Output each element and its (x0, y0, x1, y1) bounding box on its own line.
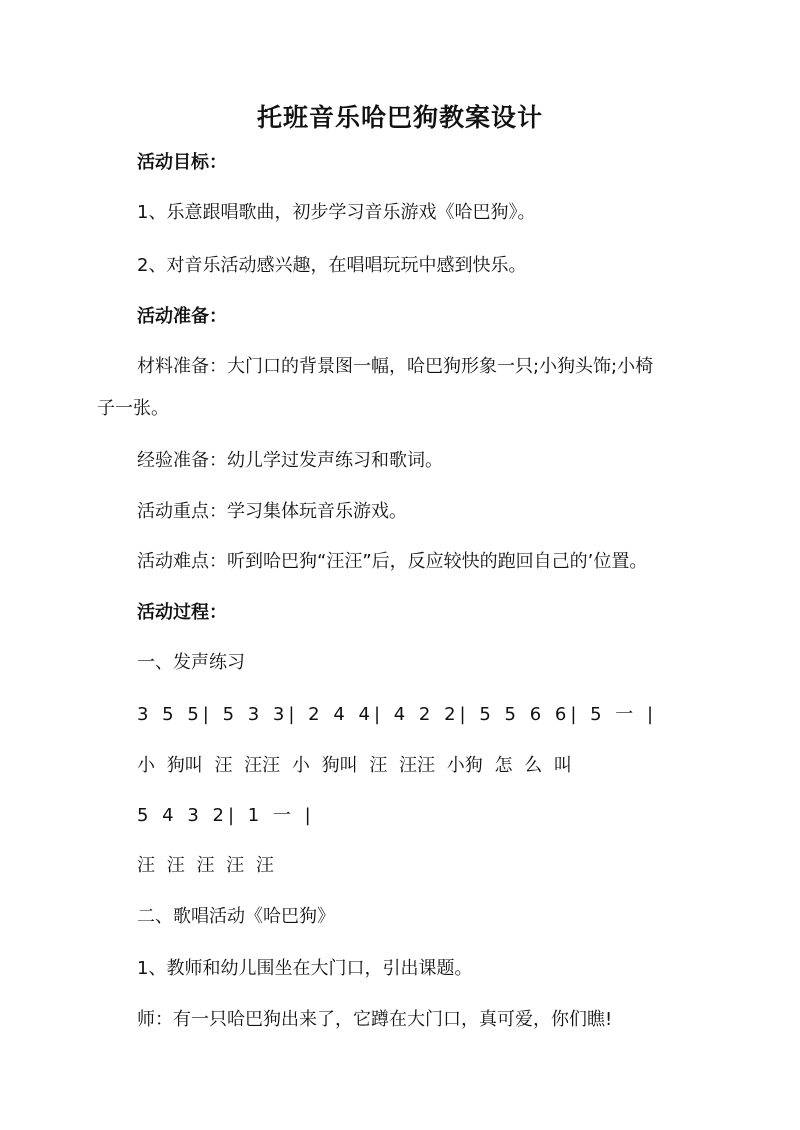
step-2-heading: 二、歌唱活动《哈巴狗》 (137, 906, 335, 927)
prep-heading: 活动准备： (137, 306, 227, 327)
goal-1: 1、乐意跟唱歌曲，初步学习音乐游戏《哈巴狗》。 (137, 202, 536, 223)
goal-2: 2、对音乐活动感兴趣，在唱唱玩玩中感到快乐。 (137, 255, 527, 276)
key-point: 活动重点：学习集体玩音乐游戏。 (137, 501, 407, 522)
goals-heading: 活动目标： (137, 152, 227, 173)
prep-materials: 材料准备：大门口的背景图一幅，哈巴狗形象一只;小狗头饰;小椅 (137, 356, 654, 377)
difficulty: 活动难点：听到哈巴狗“汪汪”后，反应较快的跑回自己的’位置。 (137, 551, 648, 572)
step-1-heading: 一、发声练习 (137, 652, 245, 673)
lyrics-line-2: 汪 汪 汪 汪 汪 (137, 855, 274, 876)
notation-line-1: 3 5 5| 5 3 3| 2 4 4| 4 2 2| 5 5 6 6| 5 一 | (137, 704, 658, 725)
step-2-item-1: 1、教师和幼儿围坐在大门口，引出课题。 (137, 958, 473, 979)
process-heading: 活动过程： (137, 602, 227, 623)
notation-line-2: 5 4 3 2| 1 一 | (137, 805, 315, 826)
prep-materials-continued: 子一张。 (97, 398, 169, 419)
document-title: 托班音乐哈巴狗教案设计 (256, 103, 543, 132)
teacher-line: 师：有一只哈巴狗出来了，它蹲在大门口，真可爱，你们瞧! (137, 1009, 613, 1030)
prep-experience: 经验准备：幼儿学过发声练习和歌词。 (137, 450, 443, 471)
lyrics-line-1: 小 狗叫 汪 汪汪 小 狗叫 汪 汪汪 小狗 怎 么 叫 (137, 755, 572, 776)
